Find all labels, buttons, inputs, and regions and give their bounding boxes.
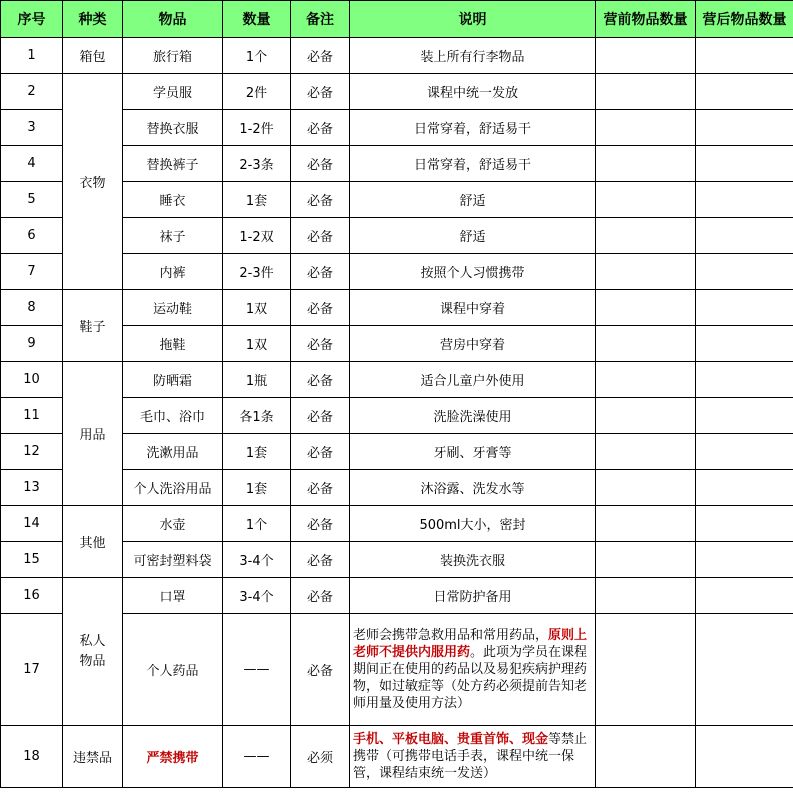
cell-qty: 各1条 (223, 398, 291, 434)
cell-post-camp-count[interactable] (696, 614, 793, 726)
cell-desc: 课程中穿着 (350, 290, 596, 326)
cell-pre-camp-count[interactable] (596, 38, 696, 74)
cell-pre-camp-count[interactable] (596, 182, 696, 218)
cell-qty: 1双 (223, 326, 291, 362)
cell-no: 13 (1, 470, 63, 506)
table-row (1, 290, 793, 326)
cell-note: 必备 (291, 506, 350, 542)
cell-post-camp-count[interactable] (696, 506, 793, 542)
cell-pre-camp-count[interactable] (596, 326, 696, 362)
cell-item: 袜子 (123, 218, 223, 254)
cell-item: 口罩 (123, 578, 223, 614)
cell-qty: 2-3条 (223, 146, 291, 182)
cell-no: 16 (1, 578, 63, 614)
cell-post-camp-count[interactable] (696, 542, 793, 578)
cell-qty: 1套 (223, 182, 291, 218)
cell-post-camp-count[interactable] (696, 578, 793, 614)
cell-note: 必备 (291, 398, 350, 434)
cell-note: 必备 (291, 434, 350, 470)
cell-note: 必备 (291, 254, 350, 290)
cell-pre-camp-count[interactable] (596, 362, 696, 398)
cell-category (63, 578, 123, 726)
cell-qty: 1个 (223, 506, 291, 542)
cell-item: 可密封塑料袋 (123, 542, 223, 578)
cell-desc (350, 726, 596, 788)
cell-pre-camp-count[interactable] (596, 218, 696, 254)
cell-desc: 洗脸洗澡使用 (350, 398, 596, 434)
cell-post-camp-count[interactable] (696, 398, 793, 434)
cell-qty: —— (223, 726, 291, 788)
cell-item: 拖鞋 (123, 326, 223, 362)
header-post-camp-count: 营后物品数量 (696, 1, 793, 38)
cell-item: 个人药品 (123, 614, 223, 726)
cell-post-camp-count[interactable] (696, 434, 793, 470)
cell-desc: 课程中统一发放 (350, 74, 596, 110)
desc-text: 等禁止携带（可携带电话手表，课程中统一保管，课程结束统一发送） (353, 732, 588, 781)
cell-pre-camp-count[interactable] (596, 434, 696, 470)
cell-pre-camp-count[interactable] (596, 398, 696, 434)
cell-item: 学员服 (123, 74, 223, 110)
cell-qty: 1瓶 (223, 362, 291, 398)
cell-post-camp-count[interactable] (696, 726, 793, 788)
cell-no: 9 (1, 326, 63, 362)
table-row (1, 578, 793, 614)
cell-item: 水壶 (123, 506, 223, 542)
cell-item: 替换裤子 (123, 146, 223, 182)
cell-post-camp-count[interactable] (696, 74, 793, 110)
cell-qty: 1-2件 (223, 110, 291, 146)
cell-desc: 日常穿着，舒适易干 (350, 110, 596, 146)
cell-item: 防晒霜 (123, 362, 223, 398)
cell-desc: 按照个人习惯携带 (350, 254, 596, 290)
cell-pre-camp-count[interactable] (596, 470, 696, 506)
cell-no: 6 (1, 218, 63, 254)
cell-post-camp-count[interactable] (696, 290, 793, 326)
cell-qty: 3-4个 (223, 578, 291, 614)
cell-qty: 3-4个 (223, 542, 291, 578)
cell-qty: 1双 (223, 290, 291, 326)
cell-category: 鞋子 (63, 290, 123, 362)
header-pre-camp-count: 营前物品数量 (596, 1, 696, 38)
cell-no: 10 (1, 362, 63, 398)
cell-category: 衣物 (63, 74, 123, 290)
cell-no: 3 (1, 110, 63, 146)
cell-no: 11 (1, 398, 63, 434)
cell-note: 必备 (291, 614, 350, 726)
cell-no: 12 (1, 434, 63, 470)
cell-note: 必备 (291, 74, 350, 110)
table-row (1, 506, 793, 542)
header-row (1, 1, 793, 38)
cell-qty: 1套 (223, 434, 291, 470)
cell-qty: —— (223, 614, 291, 726)
cell-post-camp-count[interactable] (696, 362, 793, 398)
cell-item: 内裤 (123, 254, 223, 290)
cell-item: 运动鞋 (123, 290, 223, 326)
header-qty: 数量 (223, 1, 291, 38)
table-row (1, 38, 793, 74)
cell-pre-camp-count[interactable] (596, 110, 696, 146)
table-row (1, 362, 793, 398)
cell-desc: 舒适 (350, 182, 596, 218)
cell-note: 必备 (291, 290, 350, 326)
cell-item: 替换衣服 (123, 110, 223, 146)
cell-item: 毛巾、浴巾 (123, 398, 223, 434)
desc-emphasis: 原则上老师不提供内服用药 (353, 628, 588, 660)
cell-no: 15 (1, 542, 63, 578)
cell-note: 必备 (291, 110, 350, 146)
cell-item: 睡衣 (123, 182, 223, 218)
cell-category: 用品 (63, 362, 123, 506)
cell-desc: 装换洗衣服 (350, 542, 596, 578)
cell-no: 18 (1, 726, 63, 788)
cell-post-camp-count[interactable] (696, 38, 793, 74)
cell-qty: 2-3件 (223, 254, 291, 290)
desc-emphasis: 手机、平板电脑、贵重首饰、现金 (353, 732, 549, 747)
cell-desc: 沐浴露、洗发水等 (350, 470, 596, 506)
desc-text: 。此项为学员在课程期间正在使用的药品以及易犯疾病护理药物，如过敏症等（处方药必须提前告知老师用量及使用方法） (353, 645, 588, 711)
header-no: 序号 (1, 1, 63, 38)
cell-post-camp-count[interactable] (696, 146, 793, 182)
cell-desc: 日常穿着，舒适易干 (350, 146, 596, 182)
cell-category: 箱包 (63, 38, 123, 74)
table-row (1, 726, 793, 788)
cell-qty: 1-2双 (223, 218, 291, 254)
cell-note: 必备 (291, 146, 350, 182)
cell-no: 14 (1, 506, 63, 542)
cell-post-camp-count[interactable] (696, 110, 793, 146)
cell-desc: 舒适 (350, 218, 596, 254)
cell-post-camp-count[interactable] (696, 182, 793, 218)
header-desc: 说明 (350, 1, 596, 38)
cell-note: 必备 (291, 182, 350, 218)
cell-item: 严禁携带 (123, 726, 223, 788)
cell-no: 1 (1, 38, 63, 74)
cell-qty: 1个 (223, 38, 291, 74)
cell-post-camp-count[interactable] (696, 254, 793, 290)
cell-category: 其他 (63, 506, 123, 578)
cell-pre-camp-count[interactable] (596, 146, 696, 182)
cell-desc: 适合儿童户外使用 (350, 362, 596, 398)
cell-no: 7 (1, 254, 63, 290)
desc-text: 老师会携带急救用品和常用药品， (353, 628, 549, 643)
table-row (1, 74, 793, 110)
cell-category: 违禁品 (63, 726, 123, 788)
cell-post-camp-count[interactable] (696, 326, 793, 362)
cell-no: 17 (1, 614, 63, 726)
cell-note: 必备 (291, 578, 350, 614)
cell-note: 必备 (291, 362, 350, 398)
cell-pre-camp-count[interactable] (596, 254, 696, 290)
cell-desc: 牙刷、牙膏等 (350, 434, 596, 470)
cell-pre-camp-count[interactable] (596, 726, 696, 788)
header-item: 物品 (123, 1, 223, 38)
cell-qty: 2件 (223, 74, 291, 110)
cell-item: 个人洗浴用品 (123, 470, 223, 506)
cell-post-camp-count[interactable] (696, 218, 793, 254)
cell-desc: 500ml大小，密封 (350, 506, 596, 542)
cell-qty: 1套 (223, 470, 291, 506)
cell-note: 必备 (291, 326, 350, 362)
cell-desc: 日常防护备用 (350, 578, 596, 614)
header-category: 种类 (63, 1, 123, 38)
cell-note: 必备 (291, 542, 350, 578)
cell-pre-camp-count[interactable] (596, 614, 696, 726)
cell-note: 必备 (291, 218, 350, 254)
cell-pre-camp-count[interactable] (596, 542, 696, 578)
cell-item: 洗漱用品 (123, 434, 223, 470)
cell-desc: 装上所有行李物品 (350, 38, 596, 74)
cell-desc: 营房中穿着 (350, 326, 596, 362)
cell-no: 2 (1, 74, 63, 110)
cell-note: 必须 (291, 726, 350, 788)
category-line-2: 物品 (79, 653, 106, 669)
cell-item: 旅行箱 (123, 38, 223, 74)
cell-pre-camp-count[interactable] (596, 74, 696, 110)
cell-no: 4 (1, 146, 63, 182)
cell-note: 必备 (291, 38, 350, 74)
cell-pre-camp-count[interactable] (596, 290, 696, 326)
header-note: 备注 (291, 1, 350, 38)
cell-no: 8 (1, 290, 63, 326)
cell-note: 必备 (291, 470, 350, 506)
cell-pre-camp-count[interactable] (596, 578, 696, 614)
cell-post-camp-count[interactable] (696, 470, 793, 506)
cell-pre-camp-count[interactable] (596, 506, 696, 542)
category-line-1: 私人 (79, 633, 106, 649)
cell-desc (350, 614, 596, 726)
cell-no: 5 (1, 182, 63, 218)
